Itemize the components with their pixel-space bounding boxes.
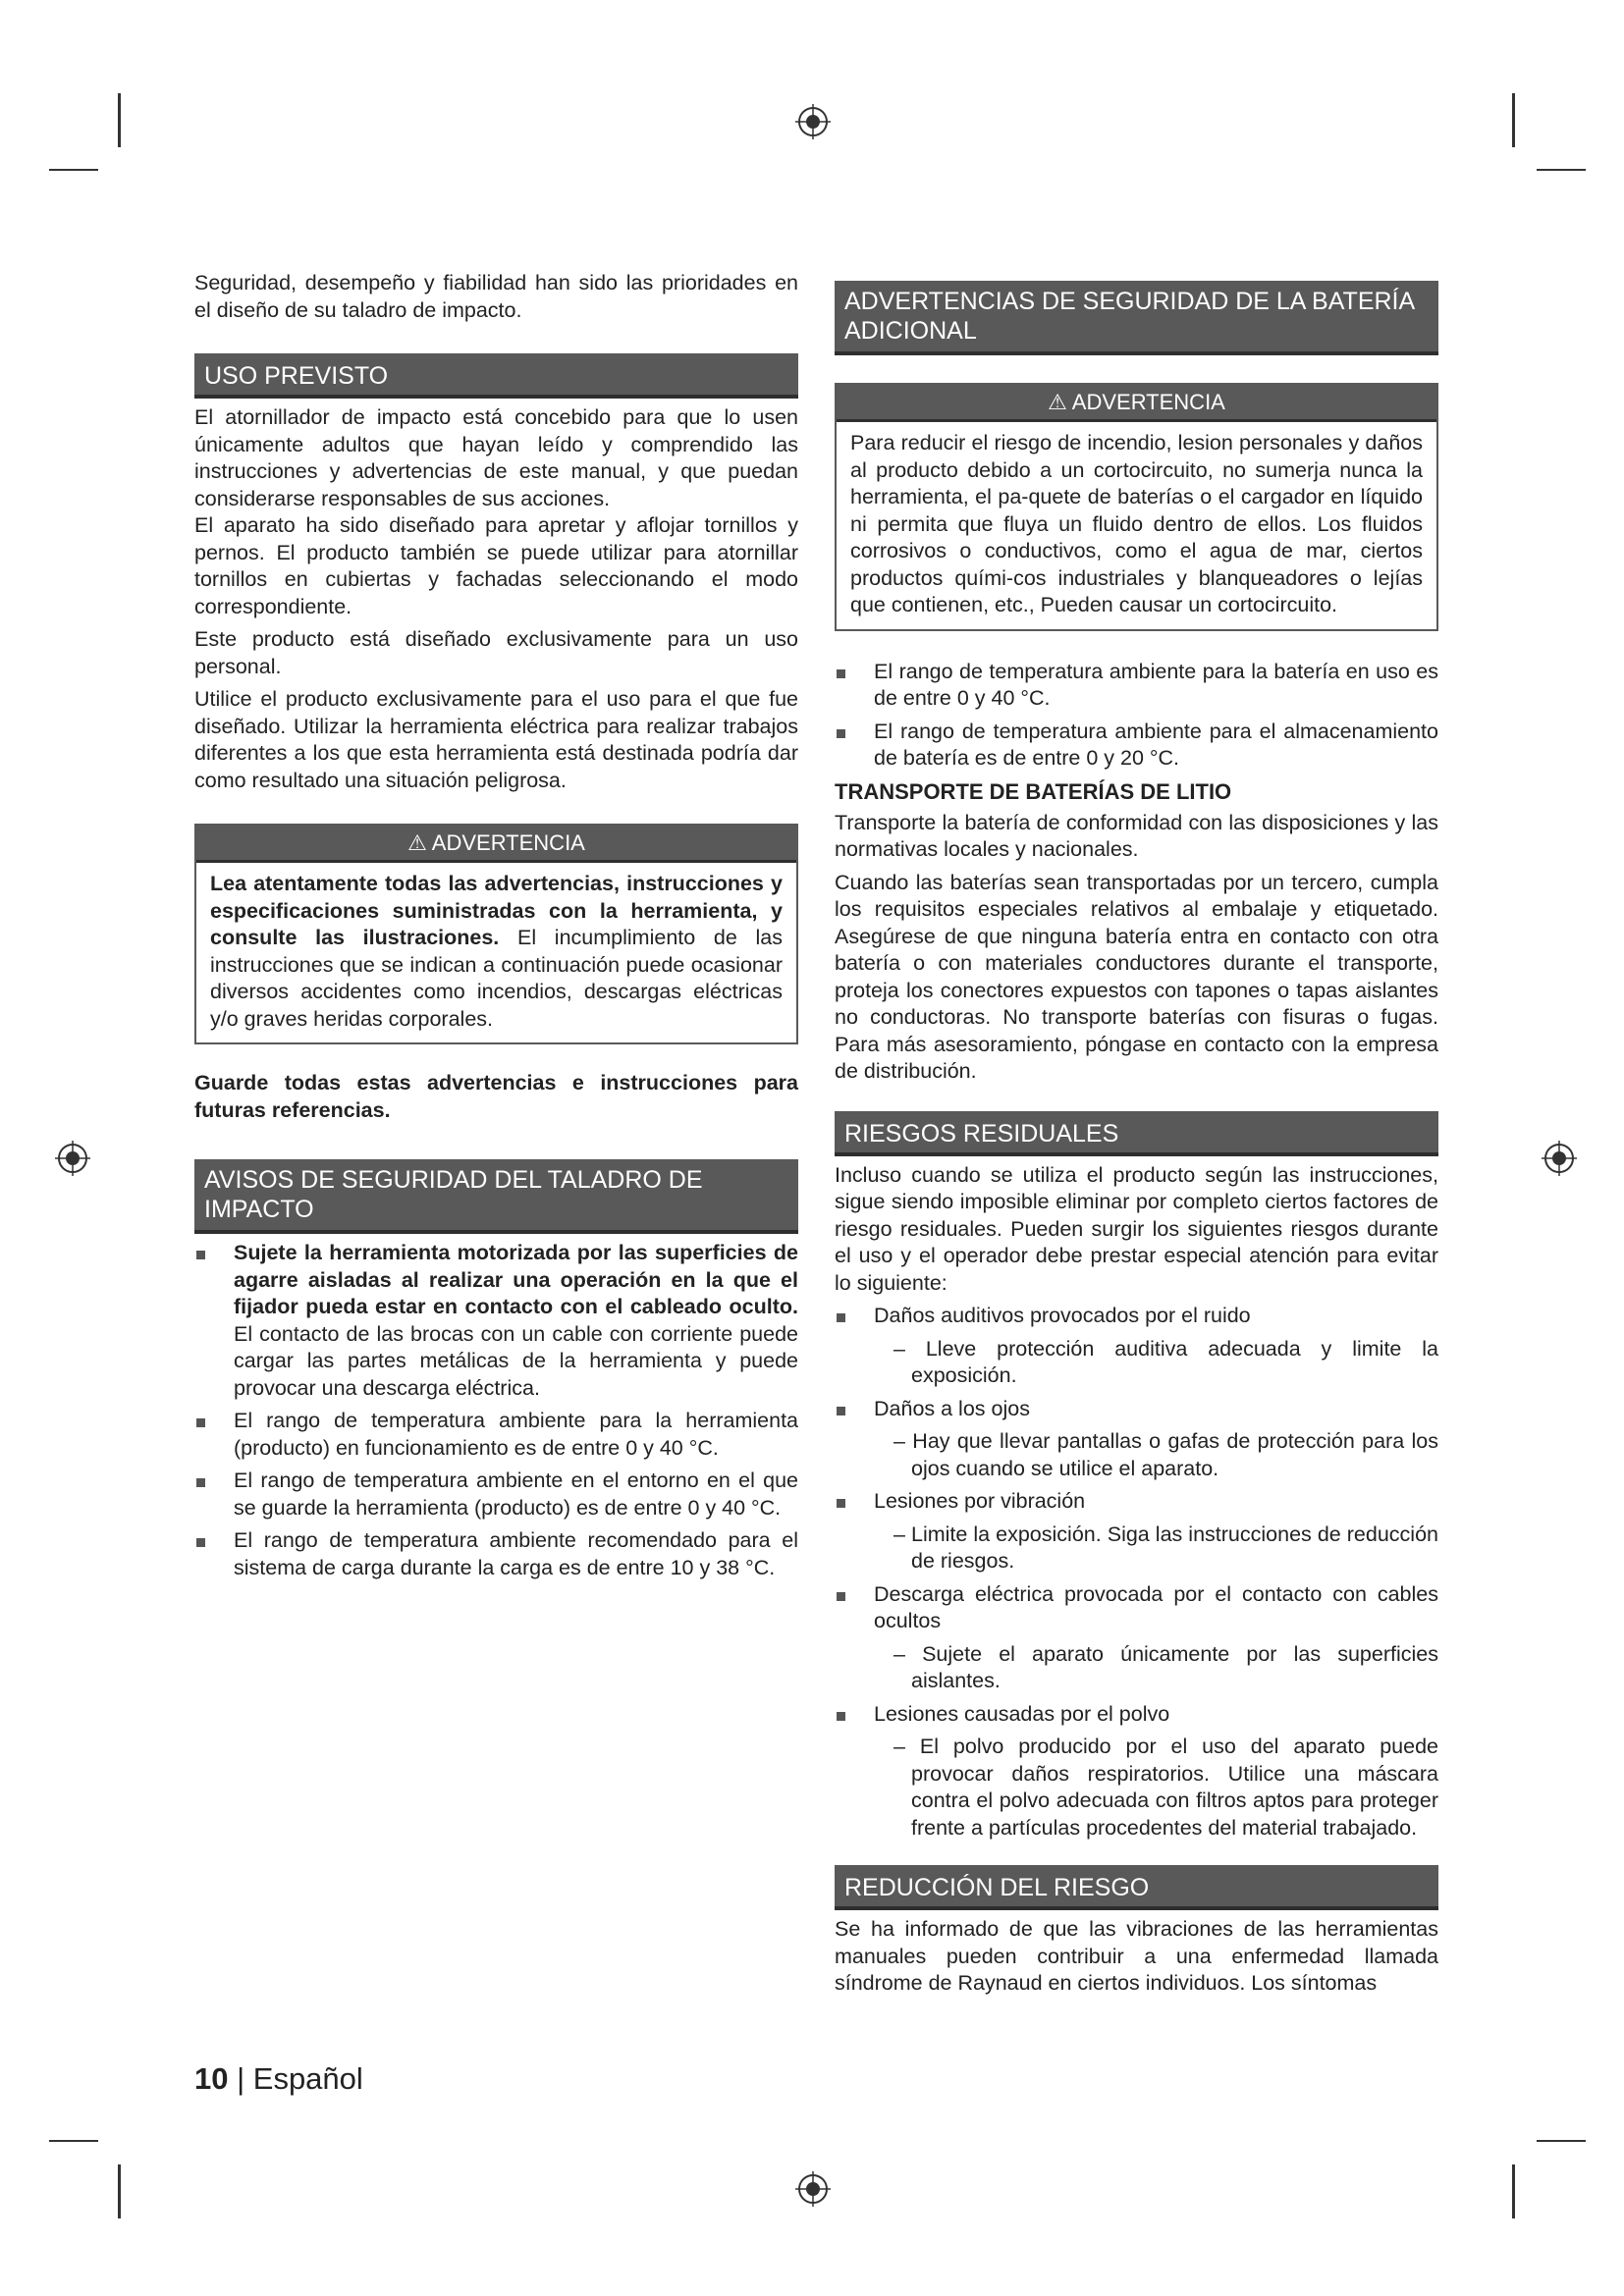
- crop-mark: [118, 2164, 121, 2218]
- paragraph: El atornillador de impacto está concebido para que lo usen únicamente adultos que hayan leído y comprendido las instrucciones y advertencias de este manual, y que puedan considerarse responsables de sus acciones.: [194, 405, 798, 510]
- list-subitem: – El polvo producido por el uso del aparato puede provocar daños respiratorios. Utilice una máscara contra el polvo adecuada con filtros aptos para proteger frente a partículas procedentes del material trabajado.: [893, 1735, 1438, 1840]
- registration-mark-icon: [1540, 1139, 1579, 1178]
- warning-text: El incumplimiento de las instrucciones que se indican a continuación puede ocasionar diversos accidentes como incendios, descargas eléctricas y/o graves heridas corporales.: [210, 926, 783, 1031]
- crop-mark: [1537, 2140, 1586, 2142]
- crop-mark: [49, 2140, 98, 2142]
- warning-triangle-icon: ⚠: [407, 830, 427, 855]
- page-footer: [194, 2061, 363, 2097]
- warning-title: ⚠ ADVERTENCIA: [837, 385, 1436, 422]
- riesgos-list: [835, 1303, 1438, 1330]
- list-item: Daños auditivos provocados por el ruido: [835, 1303, 1438, 1330]
- list-item: El rango de temperatura ambiente en el entorno en el que se guarde la herramienta (producto) es de entre 0 y 40 °C.: [194, 1468, 798, 1522]
- warning-body: Para reducir el riesgo de incendio, lesion personales y daños al producto debido a un cortocircuito, no sumerja nunca la herramienta, el pa-quete de baterías o el cargador en líquido ni permita que fluya un fluido dentro de ellos. Los fluidos corrosivos o conductivos, como el agua de mar, ciertos productos quími-cos industriales y blanqueadores o lejías que contienen, etc., Pueden causar un cortocircuito.: [850, 431, 1423, 616]
- riesgos-list: [835, 1396, 1438, 1423]
- riesgos-list: [835, 1488, 1438, 1516]
- avisos-list: [194, 1240, 798, 1581]
- crop-mark: [1537, 169, 1586, 171]
- section-header-reduccion: REDUCCIÓN DEL RIESGO: [835, 1865, 1438, 1910]
- subsection-title-transporte: TRANSPORTE DE BATERÍAS DE LITIO: [835, 778, 1232, 804]
- crop-mark: [1512, 2164, 1515, 2218]
- list-subitem: – Sujete el aparato únicamente por las superficies aislantes.: [893, 1641, 1438, 1692]
- page-number: 10: [194, 2061, 229, 2096]
- section-header-riesgos: RIESGOS RESIDUALES: [835, 1111, 1438, 1156]
- warning-bold-text: Lea atentamente todas las advertencias, instrucciones y especificaciones suministradas con la herramienta, y consulte las ilustraciones.: [210, 872, 783, 949]
- temperature-list: [835, 659, 1438, 773]
- registration-mark-icon: [53, 1139, 92, 1178]
- warning-title: ⚠ ADVERTENCIA: [196, 826, 796, 863]
- list-item: El rango de temperatura ambiente para el almacenamiento de batería es de entre 0 y 20 °C.: [835, 719, 1438, 773]
- save-instructions-note: Guarde todas estas advertencias e instrucciones para futuras referencias.: [194, 1071, 798, 1122]
- registration-mark-icon: [793, 2169, 833, 2209]
- section-header-avisos: AVISOS DE SEGURIDAD DEL TALADRO DE IMPACTO: [194, 1159, 798, 1234]
- registration-mark-icon: [793, 102, 833, 141]
- list-subitem: – Limite la exposición. Siga las instrucciones de reducción de riesgos.: [893, 1522, 1438, 1573]
- footer-separator: |: [228, 2061, 253, 2096]
- warning-box: [194, 824, 798, 1044]
- warning-triangle-icon: ⚠: [1048, 390, 1067, 414]
- list-item: Lesiones causadas por el polvo: [835, 1701, 1438, 1729]
- paragraph: El aparato ha sido diseñado para apretar y aflojar tornillos y pernos. El producto también se puede utilizar para atornillar tornillos en cubiertas y fachadas seleccionando el modo correspondiente.: [194, 513, 798, 618]
- list-subitem: – Hay que llevar pantallas o gafas de protección para los ojos cuando se utilice el aparato.: [893, 1429, 1438, 1480]
- crop-mark: [1512, 93, 1515, 147]
- paragraph: Cuando las baterías sean transportadas por un tercero, cumpla los requisitos especiales relativos al embalaje y etiquetado. Asegúrese de que ninguna batería entra en contacto con otra batería o con materiales conductores durante el transporte, proteja los conectores expuestos con tapones o tapas aislantes no conductoras. No transporte baterías con fisuras o fugas. Para más asesoramiento, póngase en contacto con la empresa de distribución.: [835, 870, 1438, 1083]
- section-header-uso-previsto: USO PREVISTO: [194, 353, 798, 399]
- warning-box: [835, 383, 1438, 631]
- list-subitem: – Lleve protección auditiva adecuada y limite la exposición.: [893, 1336, 1438, 1387]
- riesgos-list: [835, 1581, 1438, 1635]
- list-item: Descarga eléctrica provocada por el contacto con cables ocultos: [835, 1581, 1438, 1635]
- list-item: Lesiones por vibración: [835, 1488, 1438, 1516]
- crop-mark: [118, 93, 121, 147]
- right-column: [835, 281, 1438, 2003]
- footer-language: Español: [252, 2061, 363, 2096]
- riesgos-list: [835, 1701, 1438, 1729]
- list-item: El rango de temperatura ambiente para la herramienta (producto) en funcionamiento es de entre 0 y 40 °C.: [194, 1408, 798, 1462]
- paragraph: Este producto está diseñado exclusivamente para un uso personal.: [194, 627, 798, 678]
- list-item: Sujete la herramienta motorizada por las superficies de agarre aisladas al realizar una operación en la que el fijador pueda estar en contacto con el cableado oculto. El contacto de las brocas con un cable con corriente puede cargar las partes metálicas de la herramienta y puede provocar una descarga eléctrica.: [194, 1240, 798, 1402]
- list-item: El rango de temperatura ambiente recomendado para el sistema de carga durante la carga es de entre 10 y 38 °C.: [194, 1527, 798, 1581]
- list-item: Daños a los ojos: [835, 1396, 1438, 1423]
- list-item: El rango de temperatura ambiente para la batería en uso es de entre 0 y 40 °C.: [835, 659, 1438, 713]
- paragraph: Transporte la batería de conformidad con las disposiciones y las normativas locales y nacionales.: [835, 810, 1438, 861]
- section-header-bateria: ADVERTENCIAS DE SEGURIDAD DE LA BATERÍA ADICIONAL: [835, 281, 1438, 355]
- paragraph: Se ha informado de que las vibraciones de las herramientas manuales pueden contribuir a una enfermedad llamada síndrome de Raynaud en ciertos individuos. Los síntomas: [835, 1917, 1438, 1995]
- crop-mark: [49, 169, 98, 171]
- intro-paragraph: Seguridad, desempeño y fiabilidad han sido las prioridades en el diseño de su taladro de impacto.: [194, 271, 798, 322]
- paragraph: Incluso cuando se utiliza el producto según las instrucciones, sigue siendo imposible eliminar por completo ciertos factores de riesgo residuales. Pueden surgir los siguientes riesgos durante el uso y el operador debe prestar especial atención para evitar lo siguiente:: [835, 1162, 1438, 1295]
- paragraph: Utilice el producto exclusivamente para el uso para el que fue diseñado. Utilizar la herramienta eléctrica para realizar trabajos diferentes a los que esta herramienta está destinada podría dar como resultado una situación peligrosa.: [194, 687, 798, 792]
- warning-body: [196, 863, 796, 1042]
- left-column: [194, 270, 798, 1587]
